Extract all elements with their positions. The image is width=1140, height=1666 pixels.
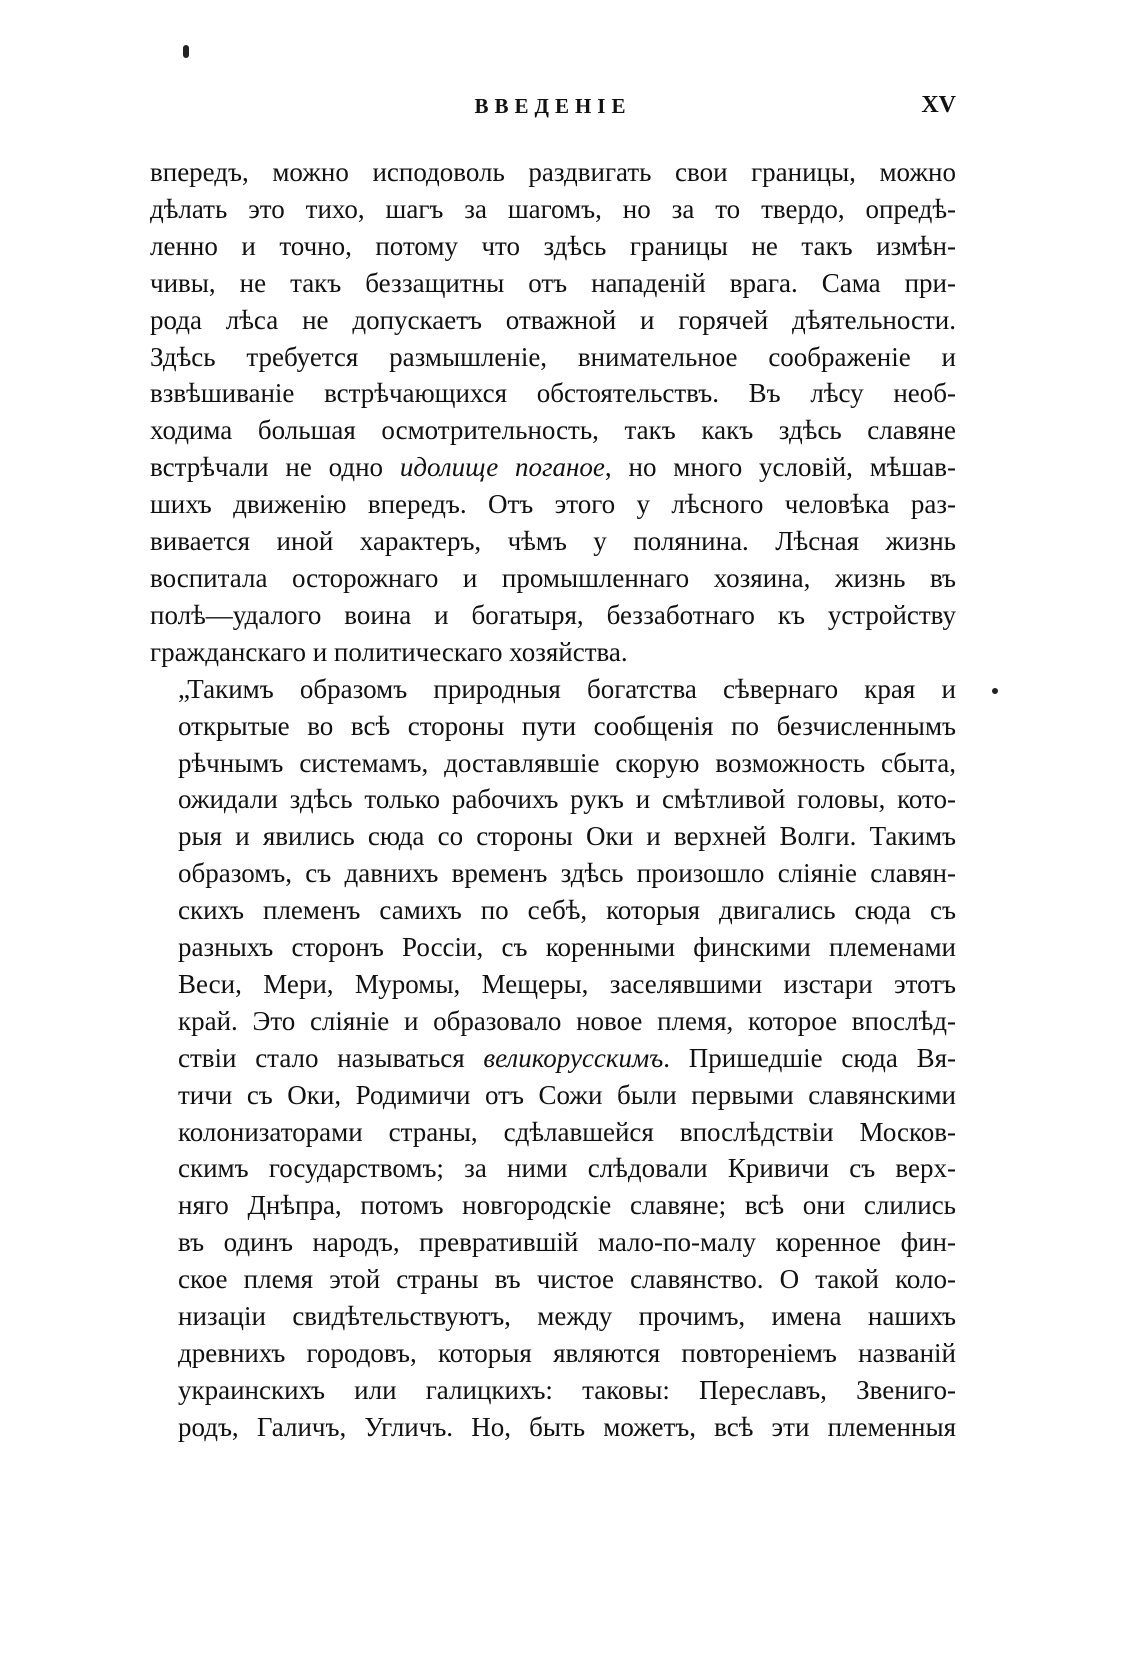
text-line: ленно и точно, потому что здѣсь границы не такъ измѣн- (150, 230, 956, 261)
text-line: образомъ, съ давнихъ временъ здѣсь произошло сліяніе славян- (178, 858, 956, 889)
paragraph-1 (150, 154, 956, 671)
text-line: низаціи свидѣтельствуютъ, между прочимъ, имена нашихъ (178, 1301, 956, 1332)
text-line: Здѣсь требуется размышленіе, внимательное соображеніе и (150, 341, 956, 372)
page-header (150, 94, 956, 124)
text-line: дѣлать это тихо, шагъ за шагомъ, но за то твердо, опредѣ- (150, 193, 956, 224)
text-line: украинскихъ или галицкихъ: таковы: Переславъ, Звениго- (178, 1374, 956, 1405)
text-line: скихъ племенъ самихъ по себѣ, которыя двигались сюда съ (178, 895, 956, 926)
text-line: „Такимъ образомъ природныя богатства сѣвернаго края и (178, 673, 956, 704)
text-line: край. Это сліяніе и образовало новое племя, которое впослѣд- (178, 1005, 956, 1036)
text-line: воспитала осторожнаго и промышленнаго хозяина, жизнь въ (150, 562, 956, 593)
text-line: скимъ государствомъ; за ними слѣдовали Кривичи съ верх- (178, 1153, 956, 1184)
text-line: ское племя этой страны въ чистое славянство. О такой коло- (178, 1264, 956, 1295)
text-line: колонизаторами страны, сдѣлавшейся впослѣдствіи Москов- (178, 1116, 956, 1147)
text-line: вивается иной характеръ, чѣмъ у полянина. Лѣсная жизнь (150, 526, 956, 557)
text-line: ожидали здѣсь только рабочихъ рукъ и смѣтливой головы, кото- (178, 784, 956, 815)
text-line: тичи съ Оки, Родимичи отъ Сожи были первыми славянскими (178, 1079, 956, 1110)
body-text (150, 154, 956, 1446)
page-number: XV (921, 92, 956, 118)
text-line: ходима большая осмотрительность, такъ какъ здѣсь славяне (150, 415, 956, 446)
text-line: взвѣшиваніе встрѣчающихся обстоятельствъ. Въ лѣсу необ- (150, 378, 956, 409)
text-line: полѣ—удалого воина и богатыря, беззаботнаго къ устройству (150, 599, 956, 630)
paragraph-2 (150, 671, 956, 1446)
text-line: рѣчнымъ системамъ, доставлявшіе скорую возможность сбыта, (178, 747, 956, 778)
text-line: впередъ, можно исподоволь раздвигать свои границы, можно (150, 157, 956, 187)
text-line: няго Днѣпра, потомъ новгородскіе славяне; всѣ они слились (178, 1190, 956, 1221)
text-line: рода лѣса не допускаетъ отважной и горячей дѣятельности. (150, 304, 956, 335)
text-line: древнихъ городовъ, которыя являются повтореніемъ названій (178, 1338, 956, 1368)
text-segment: , но много условій, мѣшав- (604, 452, 956, 483)
text-segment: . Пришедшіе сюда Вя- (663, 1042, 956, 1073)
text-line: чивы, не такъ беззащитны отъ нападеній врага. Сама при- (150, 267, 956, 298)
text-segment: встрѣчали не одно (150, 452, 400, 483)
running-title: ВВЕДЕНІЕ (474, 94, 632, 118)
text-line: рыя и явились сюда со стороны Оки и верхней Волги. Такимъ (178, 821, 956, 852)
text-line: Веси, Мери, Муромы, Мещеры, заселявшими изстари этотъ (178, 968, 956, 999)
ink-speck-right-margin (992, 688, 998, 694)
text-segment: ствіи стало называться (178, 1042, 484, 1073)
text-line: открытые во всѣ стороны пути сообщенія по безчисленнымъ (178, 710, 956, 741)
text-line: въ одинъ народъ, превратившій мало-по-малу коренное фин- (178, 1227, 956, 1258)
text-line (150, 449, 956, 486)
text-line: шихъ движенію впередъ. Отъ этого у лѣсного человѣка раз- (150, 489, 956, 520)
text-line (150, 1040, 956, 1077)
ink-speck-top-left (183, 45, 189, 58)
text-line: родъ, Галичъ, Угличъ. Но, быть можетъ, всѣ эти племенныя (178, 1411, 956, 1442)
italic-phrase: великорусскимъ (483, 1042, 664, 1073)
text-line: разныхъ сторонъ Россіи, съ коренными финскими племенами (178, 932, 956, 963)
text-line: гражданскаго и политическаго хозяйства. (150, 636, 628, 667)
italic-phrase: идолище поганое (399, 452, 605, 483)
